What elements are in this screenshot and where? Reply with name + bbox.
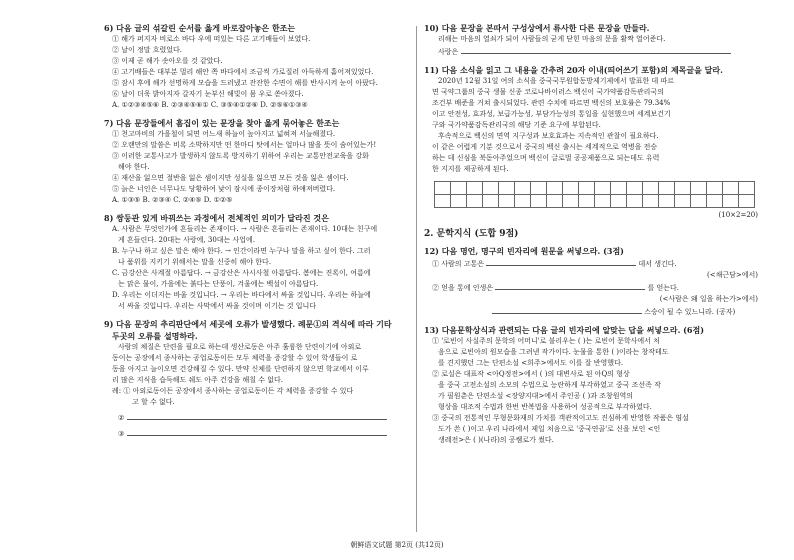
example-line: 고 할 수 없다.	[132, 398, 175, 406]
grid-cell[interactable]	[691, 182, 707, 195]
left-column	[104, 22, 410, 446]
passage-line: ③ 중국의 전통적인 무형문화재의 가치를 객관적이고도 진심하게 반영한 작품은 염설	[432, 414, 689, 422]
sentence-item: ② 오랜만의 말씀은 비록 소박하지만 떤 한마디 탓에서는 얼마나 많을 뜻이 숨어있는가!	[112, 141, 377, 149]
grid-cell[interactable]	[739, 195, 755, 208]
grid-cell[interactable]	[643, 182, 659, 195]
grid-cell[interactable]	[515, 182, 531, 195]
answer-blank[interactable]	[486, 257, 636, 266]
grid-cell[interactable]	[499, 182, 515, 195]
grid-row	[435, 182, 755, 195]
passage-line: 2020년 12월 31일 여의 소식을 중국국무원합동방제기제에서 발표한 데 따르	[438, 77, 675, 85]
grid-cell[interactable]	[707, 182, 723, 195]
answer-blank[interactable]	[492, 305, 642, 314]
answer-blank[interactable]	[127, 411, 387, 420]
option-line: D. 우리는 이더지는 바울 것입니다. → 우리는 바다에서 싸울 것입니다. 우리는 하늘에	[112, 291, 371, 299]
section-heading: 2. 문학지식 (도합 9점)	[424, 229, 519, 239]
option-line: B. 누구나 하고 싶은 말은 해야 한다. → 인간이라면 누구나 말을 하고 싶어 한다. 그러	[112, 247, 371, 255]
example-line: 례: ① 아외로동이든 공장에서 종사하는 공업로동이든 각 체력을 증강할 수 있다	[112, 387, 354, 395]
grid-cell[interactable]	[451, 182, 467, 195]
passage-line: 리 많은 지식을 습득해도 쉐도 아주 건강을 해칠 수 없다.	[112, 376, 284, 384]
grid-score-note: (10×2=20)	[718, 211, 758, 219]
option-line: A. 사람은 무엇인가에 흔들리는 존재이다. → 사람은 흔들리는 존재이다. 10대는 친구에	[112, 225, 378, 233]
grid-cell[interactable]	[595, 195, 611, 208]
quote-line	[424, 257, 758, 270]
grid-cell[interactable]	[435, 182, 451, 195]
answer-blank[interactable]	[495, 281, 645, 290]
passage-line: 동이는 공장에서 종사하는 공업로동이든 모두 체력을 증강할 수 있어 학생들이 로	[112, 354, 358, 362]
quote-line	[424, 281, 758, 294]
question-6	[104, 22, 410, 111]
option-line: 나 품위를 지키기 위해서는 말을 신중히 해야 한다.	[118, 258, 272, 266]
passage-line: 동을 아지고 늘이오면 건강해질 수 있다. 만약 신체를 단련하지 않으면 학교에서 이루	[112, 365, 369, 373]
answer-line-3	[104, 427, 410, 440]
sentence-item: ④ 고기배들은 대부분 멀리 해안 쪽 바다에서 조금씩 가로질러 아득하게 흩어져있었다.	[112, 68, 374, 76]
grid-cell[interactable]	[579, 182, 595, 195]
quote-line	[424, 305, 758, 318]
quote-text: ① 사람의 고통은	[432, 260, 485, 268]
quote-text: ② 얻을 통에 인생은	[432, 284, 494, 292]
grid-row	[435, 195, 755, 208]
passage-line: 한 지지를 제공하게 된다.	[432, 165, 509, 173]
option-line: C. 금강산은 사계절 아름답다. → 금강산은 사시사철 아름답다. 봄에는 진록이, 여름에	[112, 269, 371, 277]
grid-cell[interactable]	[659, 195, 675, 208]
question-13	[424, 324, 758, 446]
sentence-item: ① 해가 퍼지자 비로소 바다 우에 떠있는 다른 고기배들이 보였다.	[112, 35, 311, 43]
passage-line: 형상을 대조적 수법과 한번 반복법을 사용하여 성공적으로 부각하였다.	[438, 403, 652, 411]
grid-cell[interactable]	[563, 195, 579, 208]
grid-cell[interactable]	[723, 195, 739, 208]
sentence-item: ③ 이러한 교통사고가 발생하지 않도록 방지하기 위하여 우리는 교통안전교육을 강화	[112, 152, 369, 160]
grid-cell[interactable]	[531, 195, 547, 208]
passage-line: ① '로빈이 사실주의 문학의 어머니'로 불리우는 ( )는 로빈어 문학사에서 처	[432, 337, 660, 345]
question-title: 6) 다음 글의 섞갈린 순서를 옳게 바로잡아놓은 한조는	[104, 23, 296, 33]
grid-cell[interactable]	[451, 195, 467, 208]
right-column	[424, 22, 758, 452]
passage-line: 조건부 배준을 거쳐 출시되었다. 관련 수치에 따르면 백신의 보호률은 79.34%	[432, 99, 671, 107]
passage-line: 도가 쓴 ( )이고 우리 나라에서 제일 처음으로 '중국연골'로 신을 보인 <인	[438, 425, 661, 433]
grid-cell[interactable]	[531, 182, 547, 195]
quote-source: (<사람은 왜 일을 하는가>에서)	[659, 295, 758, 303]
grid-cell[interactable]	[675, 195, 691, 208]
sentence-item: ③ 이제 곧 해가 솟아오를 것 같았다.	[112, 57, 223, 65]
grid-cell[interactable]	[691, 195, 707, 208]
sentence-item: ② 날이 정말 흐렸었다.	[112, 46, 182, 54]
answer-number: ③	[118, 430, 125, 438]
column-divider	[416, 26, 417, 532]
model-sentence: 리해는 마음의 열쇠가 되어 사람들의 굳게 닫힌 마음의 문을 활짝 열어준다.	[438, 35, 666, 43]
question-title: 9) 다음 문장의 추리판단에서 세곳에 오류가 발생했다. 례문①의 격식에 따라 기타	[104, 319, 392, 329]
passage-line: 하는 데 신심을 북돋아주었으며 백신이 글로벌 공공제품으로 되는데도 유력	[432, 154, 660, 162]
page-footer: 朝鲜语文试题 第2页 (共12页)	[350, 541, 444, 549]
sentence-item: ⑤ 잠시 후에 해가 선명하게 모습을 드러냈고 잔잔한 수면이 해를 반사시켜 눈이 아팠다.	[112, 79, 378, 87]
answer-blank[interactable]	[127, 427, 387, 436]
grid-cell[interactable]	[723, 182, 739, 195]
question-title-cont: 두곳의 오류를 설명하라.	[112, 331, 198, 341]
sentence-item: ④ 재산을 잃으면 절반을 잃은 셈이지만 성실을 잃으면 모든 것을 잃은 셈이다.	[112, 174, 349, 182]
question-title: 13) 다음문학상식과 관련되는 다음 글의 빈자리에 알맞는 답을 써넣으라. (6점)	[424, 325, 705, 335]
grid-cell[interactable]	[675, 182, 691, 195]
question-title: 10) 다음 문장을 본따서 구성상에서 류사한 다른 문장을 만들라.	[424, 23, 650, 33]
passage-line: 를 견지했던 그는 단편소설 <희주>에서도 이를 잘 반영했다.	[438, 359, 624, 367]
question-title: 8) 쌍둥관 있게 바꿔쓰는 과정에서 전체적인 의미가 달라진 것은	[104, 213, 329, 223]
quote-text: 를 얻는다.	[647, 284, 679, 292]
grid-cell[interactable]	[547, 195, 563, 208]
passage-line: 가 필원춘은 단편소설 <장양지대>에서 주인공 ( )과 조창원역의	[438, 392, 634, 400]
grid-cell[interactable]	[483, 195, 499, 208]
answer-options: A. ①③⑤ B. ②③④ C. ②④⑤ D. ①②⑤	[112, 196, 233, 204]
grid-cell[interactable]	[643, 195, 659, 208]
grid-cell[interactable]	[627, 182, 643, 195]
question-7	[104, 117, 410, 206]
grid-cell[interactable]	[467, 195, 483, 208]
answer-prefix: 사랑은	[438, 48, 459, 56]
grid-cell[interactable]	[547, 182, 563, 195]
quote-text: 데서 생긴다.	[638, 260, 677, 268]
question-12	[424, 245, 758, 318]
answer-options: A. ①②③④⑤⑥ B. ②③④⑤⑥① C. ③⑤④①②⑥ D. ②⑤⑥①③④	[112, 101, 308, 109]
question-8	[104, 212, 410, 312]
passage-line: 이고 안전성, 효과성, 보급가능성, 부담가능성의 통일을 실현했으며 세계보건기	[432, 110, 671, 118]
option-line: 는 맑은 물이, 가을에는 붉다는 단풍이, 겨울에는 백설이 아름답다.	[118, 280, 319, 288]
option-line: 서 싸울 것입니다. 우리는 사막에서 싸울 것이며 이기는 것 입니다	[118, 302, 317, 310]
sentence-item: 해야 한다.	[118, 163, 150, 171]
grid-cell[interactable]	[563, 182, 579, 195]
passage-line: 사람의 체질은 단련을 필요로 하는데 생산로동은 아주 훌륭한 단련이기에 아외로	[118, 343, 362, 351]
grid-cell[interactable]	[515, 195, 531, 208]
answer-line	[424, 45, 758, 58]
passage-line: 생레전>은 ( )(나라)의 공쌤로가 썼다.	[438, 436, 554, 444]
option-line: 게 흔들린다. 20대는 사랑에, 30대는 사업에.	[118, 236, 256, 244]
passage-line: 을 중국 고전소설의 소모의 수법으로 능란하게 부각하였고 중국 조선족 작	[438, 381, 661, 389]
question-10	[424, 22, 758, 58]
passage-line: 이 같은 어렵게 기분 것으로서 중국의 백신 출시는 세계적으로 역병을 전승	[432, 143, 658, 151]
grid-cell[interactable]	[739, 182, 755, 195]
grid-cell[interactable]	[611, 195, 627, 208]
answer-blank[interactable]	[461, 45, 731, 54]
grid-cell[interactable]	[659, 182, 675, 195]
grid-cell[interactable]	[467, 182, 483, 195]
passage-line: ② 로실은 대표작 <아Q정전>에서 ( )의 대변사로 된 아Q의 형상	[432, 370, 630, 378]
passage-line: 구와 국가약품감독관리국의 해당 기준 요구에 부합된다.	[432, 121, 601, 129]
grid-cell[interactable]	[707, 195, 723, 208]
passage-line: 음으로 로빈아의 원모습을 그려낸 작가이다. 눈물을 통한 ( )이라는 창작테도	[438, 348, 669, 356]
grid-cell[interactable]	[595, 182, 611, 195]
grid-cell[interactable]	[627, 195, 643, 208]
question-title: 7) 다음 문장들에서 흠집이 있는 문장을 찾아 옳게 묶어놓은 한조는	[104, 118, 340, 128]
question-9	[104, 318, 410, 440]
answer-grid[interactable]	[434, 181, 755, 208]
question-title: 11) 다음 소식을 읽고 그 내용을 간추려 20자 이내(띄어쓰기 포함)의 제목글을 달라.	[424, 65, 723, 75]
grid-cell[interactable]	[611, 182, 627, 195]
grid-cell[interactable]	[499, 195, 515, 208]
grid-cell[interactable]	[579, 195, 595, 208]
answer-number: ②	[118, 414, 125, 422]
sentence-item: ⑤ 늙은 너인은 너무나도 당황하여 낯이 잠시에 종이장처럼 하얘져버렸다.	[112, 185, 336, 193]
quote-text: 스승이 될 수 있느니라. (공자)	[644, 308, 736, 316]
sentence-item: ① 천고마비의 가을철이 되면 어느새 하늘이 높아지고 넓혀져 서늘해졌다.	[112, 130, 336, 138]
answer-line-2	[104, 411, 410, 424]
sentence-item: ⑥ 날이 더욱 밝아지자 갈자기 눈부신 해빛이 몸 우로 쏟아졌다.	[112, 90, 304, 98]
quote-source: (<채근담>에서)	[706, 271, 758, 279]
grid-cell[interactable]	[435, 195, 451, 208]
question-title: 12) 다음 명언, 명구의 빈자리에 원문을 써넣으라. (3점)	[424, 246, 624, 256]
passage-line: 후속적으로 백신의 면역 지구성과 보호효과는 지속적인 관찰이 필요하다.	[438, 132, 659, 140]
grid-cell[interactable]	[483, 182, 499, 195]
question-11	[424, 64, 758, 221]
passage-line: 면 국약그룹의 중국 생물 신종 코로나바이러스 백신이 국가약품감독관리국의	[432, 88, 664, 96]
